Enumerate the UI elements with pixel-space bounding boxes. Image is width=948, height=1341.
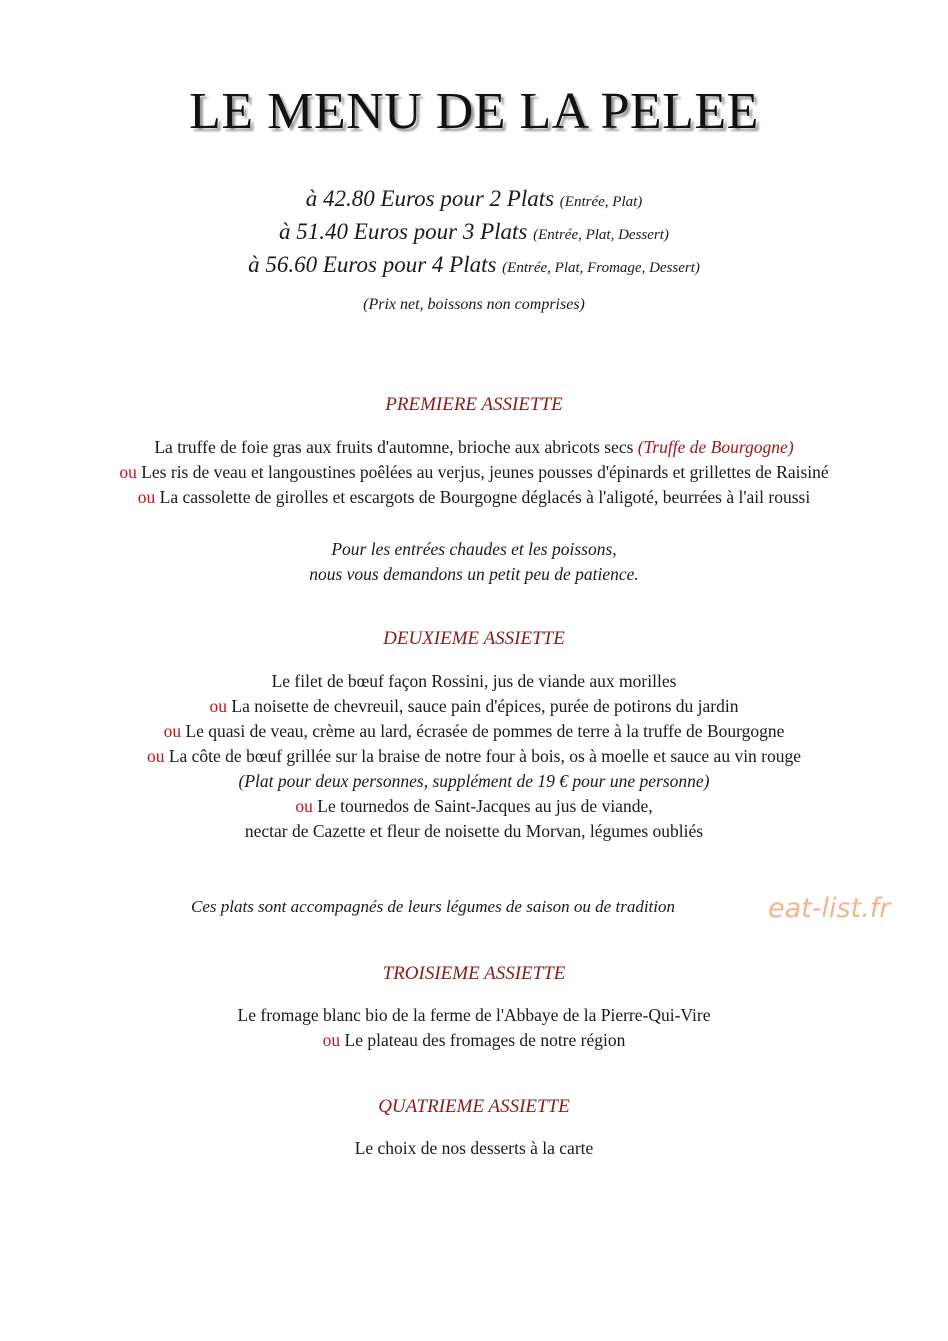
menu-item-text: Le filet de bœuf façon Rossini, jus de viande aux morilles — [271, 671, 677, 691]
menu-item — [0, 1136, 948, 1161]
patience-line: Pour les entrées chaudes et les poissons, — [331, 539, 617, 559]
menu-item-continuation: nectar de Cazette et fleur de noisette du Morvan, légumes oubliés — [244, 821, 704, 841]
price-note: (Entrée, Plat) — [559, 194, 643, 210]
menu-title: LE MENU DE LA PELEE — [189, 83, 759, 140]
or-connector: ou — [295, 796, 313, 816]
menu-item-text: Le plateau des fromages de notre région — [344, 1030, 626, 1050]
price-text: à 56.60 Euros pour 4 Plats — [248, 252, 497, 277]
patience-note — [0, 537, 948, 587]
price-line-2-plats — [0, 184, 948, 217]
menu-item-text: La noisette de chevreuil, sauce pain d'épices, purée de potirons du jardin — [231, 696, 739, 716]
section-heading-troisieme: TROISIEME ASSIETTE — [382, 963, 566, 984]
or-connector: ou — [209, 696, 228, 716]
menu-item-note: (Truffe de Bourgogne) — [637, 437, 794, 457]
menu-item-text: La cassolette de girolles et escargots de Bourgogne déglacés à l'aligoté, beurrées à l'ail roussi — [159, 487, 811, 507]
section-items-quatrieme — [0, 1136, 948, 1161]
section-items-deuxieme — [0, 669, 948, 844]
menu-item — [0, 794, 948, 819]
or-connector: ou — [137, 487, 156, 507]
accompaniment-note: Ces plats sont accompagnés de leurs légumes de saison ou de tradition — [191, 897, 675, 916]
price-line-3-plats — [0, 217, 948, 250]
menu-item-text: La côte de bœuf grillée sur la braise de notre four à bois, os à moelle et sauce au vin rouge — [168, 746, 802, 766]
menu-item-note: (Plat pour deux personnes, supplément de 19 € pour une personne) — [238, 771, 710, 791]
price-line-4-plats — [0, 250, 948, 283]
menu-item-text: Le choix de nos desserts à la carte — [354, 1138, 594, 1158]
section-items-premiere — [0, 435, 948, 510]
patience-line: nous vous demandons un petit peu de patience. — [309, 564, 639, 584]
price-text: à 51.40 Euros pour 3 Plats — [279, 219, 528, 244]
menu-item — [0, 719, 948, 744]
menu-item-text: Le tournedos de Saint-Jacques au jus de viande, — [317, 796, 653, 816]
menu-item-text: Le quasi de veau, crème au lard, écrasée de pommes de terre à la truffe de Bourgogne — [185, 721, 785, 741]
price-note: (Entrée, Plat, Dessert) — [533, 227, 669, 243]
section-heading-premiere: PREMIERE ASSIETTE — [385, 394, 563, 415]
or-connector: ou — [119, 462, 137, 482]
menu-item-text: Les ris de veau et langoustines poêlées au verjus, jeunes pousses d'épinards et grillettes de Raisiné — [141, 462, 829, 482]
section-heading-quatrieme: QUATRIEME ASSIETTE — [378, 1096, 570, 1117]
or-connector: ou — [163, 721, 182, 741]
section-items-troisieme — [0, 1003, 948, 1053]
menu-item — [0, 1003, 948, 1028]
menu-item — [0, 460, 948, 485]
or-connector: ou — [322, 1030, 341, 1050]
menu-item — [0, 744, 948, 769]
price-text: à 42.80 Euros pour 2 Plats — [305, 186, 555, 211]
or-connector: ou — [146, 746, 165, 766]
menu-item — [0, 694, 948, 719]
price-list — [0, 184, 948, 283]
price-note: (Entrée, Plat, Fromage, Dessert) — [502, 260, 700, 276]
menu-item — [0, 669, 948, 694]
menu-item — [0, 435, 948, 460]
price-disclaimer: (Prix net, boissons non comprises) — [363, 296, 585, 313]
menu-item-text: Le fromage blanc bio de la ferme de l'Abbaye de la Pierre-Qui-Vire — [237, 1005, 711, 1025]
section-heading-deuxieme: DEUXIEME ASSIETTE — [383, 628, 565, 649]
watermark-logo: eat-list.fr — [768, 893, 891, 924]
menu-item-text: La truffe de foie gras aux fruits d'automne, brioche aux abricots secs — [154, 437, 634, 457]
menu-item — [0, 1028, 948, 1053]
menu-item — [0, 485, 948, 510]
